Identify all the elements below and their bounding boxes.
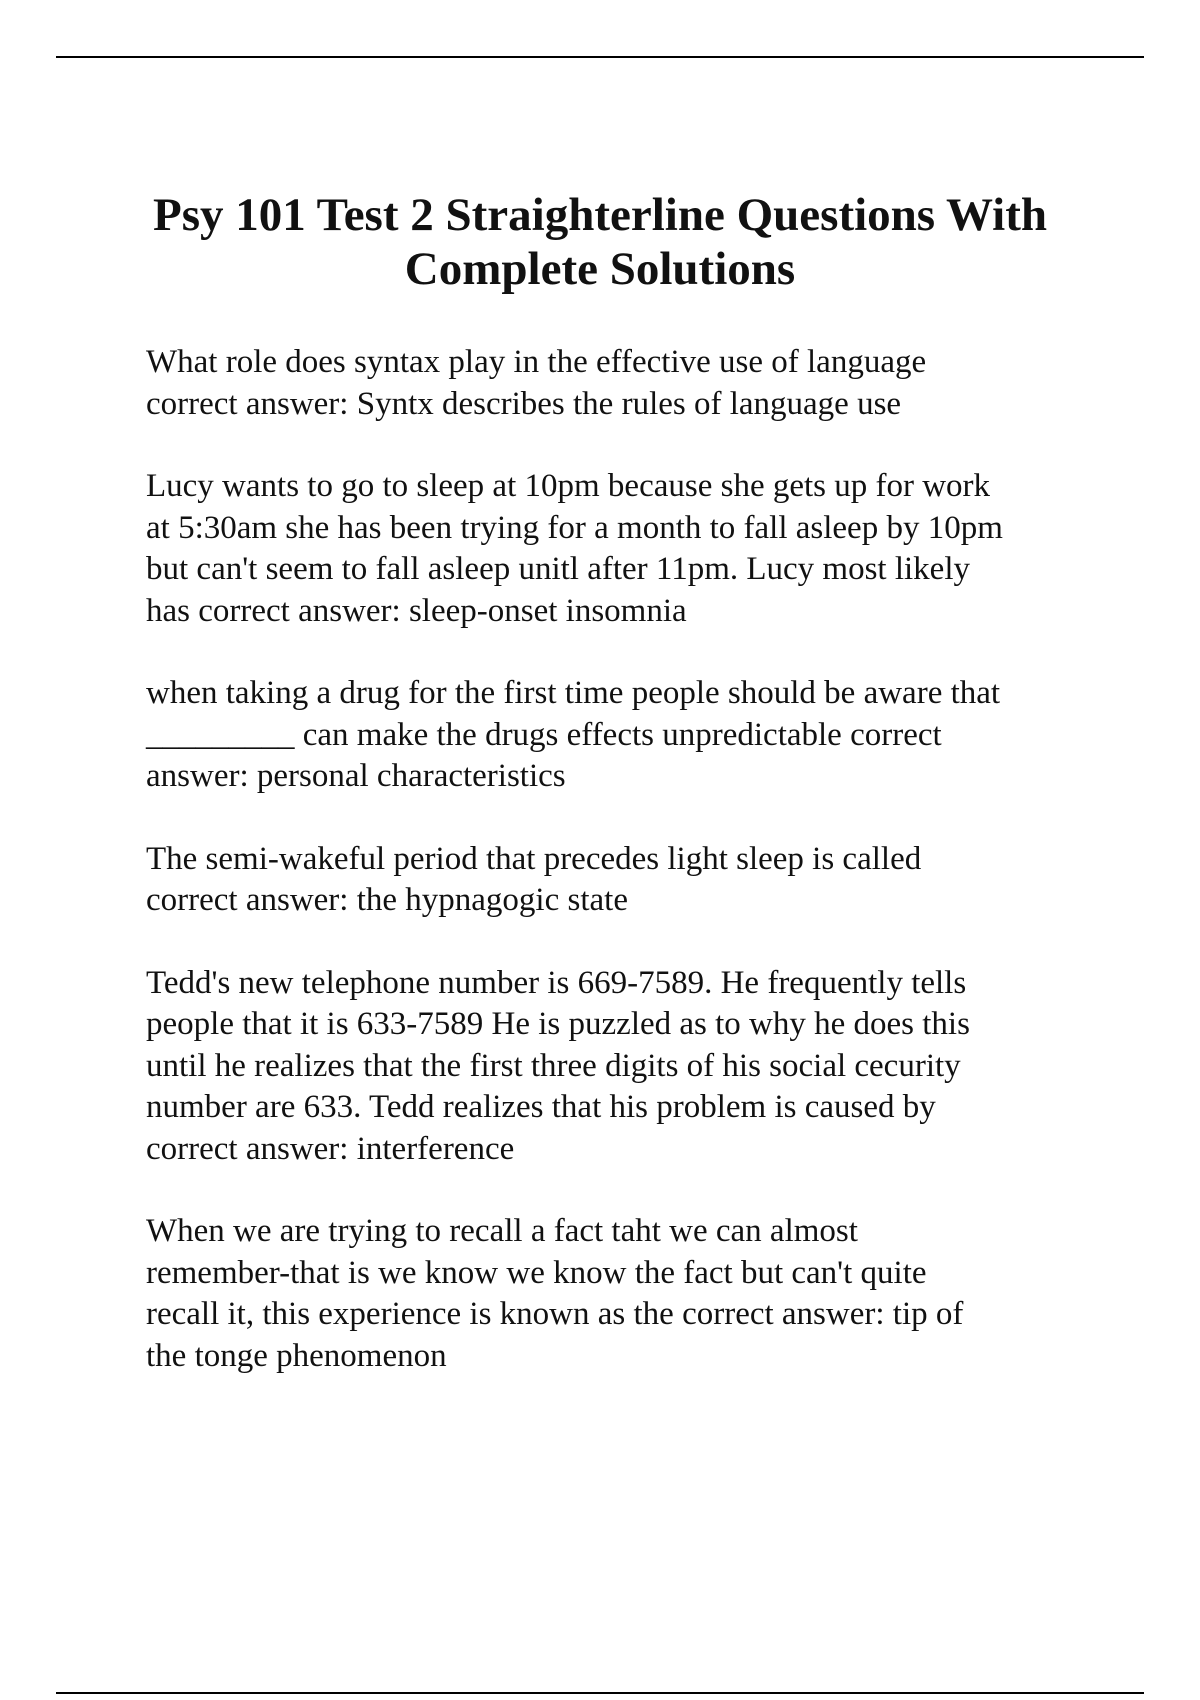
qa-item-6: When we are trying to recall a fact taht we can almost remember-that is we know we know the fact but can't quite recall it, this experience is known as the correct answer: tip of the tonge phenomenon bbox=[146, 1213, 964, 1374]
bottom-rule bbox=[56, 1692, 1144, 1694]
qa-list bbox=[146, 342, 1104, 1418]
qa-item-2: Lucy wants to go to sleep at 10pm because she gets up for work at 5:30am she has been trying for a month to fall asleep by 10pm but can't seem to fall asleep unitl after 11pm. Lucy most likely has correct answer: sleep-onset insomnia bbox=[146, 468, 1003, 629]
qa-item-4: The semi-wakeful period that precedes light sleep is called correct answer: the hypnagogic state bbox=[146, 840, 922, 918]
qa-item-1: What role does syntax play in the effective use of language correct answer: Syntx describes the rules of language use bbox=[146, 344, 927, 422]
qa-item-5: Tedd's new telephone number is 669-7589. He frequently tells people that it is 633-7589 He is puzzled as to why he does this until he realizes that the first three digits of his social cecurity number are 633. Tedd realizes that his problem is caused by correct answer: interference bbox=[146, 964, 970, 1167]
qa-item-3: when taking a drug for the first time people should be aware that _________ can make the drugs effects unpredictable correct answer: personal characteristics bbox=[146, 675, 1001, 794]
document-title: Psy 101 Test 2 Straighterline Questions With Complete Solutions bbox=[153, 189, 1047, 295]
top-rule bbox=[56, 56, 1144, 58]
